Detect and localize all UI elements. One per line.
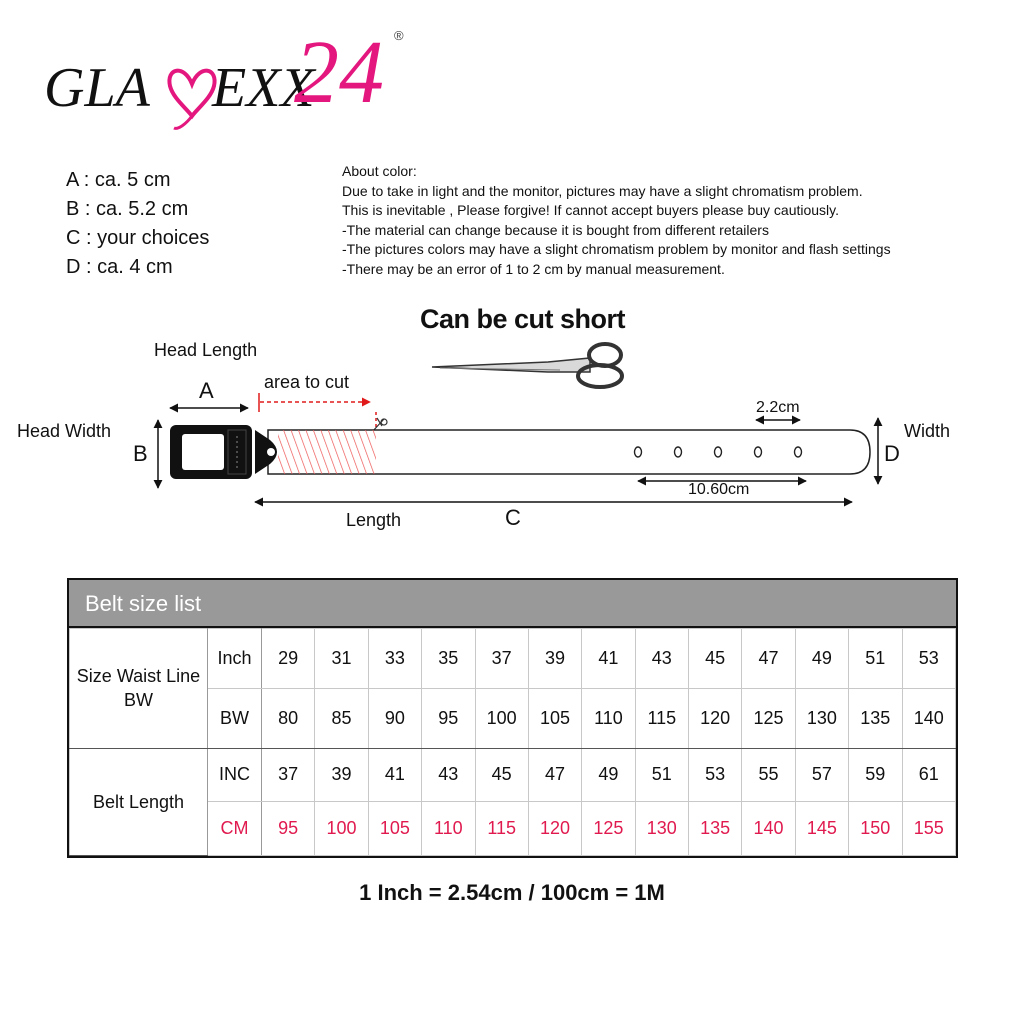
table-cell: 47 [742,629,795,689]
table-cell: 37 [475,629,528,689]
about-line: Due to take in light and the monitor, pictures may have a slight chromatism problem. [342,182,863,199]
about-line: -The pictures colors may have a slight chromatism problem by monitor and flash settings [342,241,891,257]
spec-d: D : ca. 4 cm [66,256,173,278]
table-cell: 53 [689,748,742,802]
spec-c: C : your choices [66,227,210,249]
table-cell: 110 [422,802,475,856]
table-title: Belt size list [69,580,956,628]
table-cell: 105 [368,802,421,856]
table-cell: 37 [262,748,315,802]
cut-title: Can be cut short [420,304,626,334]
logo-text-gla: GLA [44,57,150,119]
table-cell: 51 [635,748,688,802]
row-unit-label: INC [208,748,262,802]
table-cell: 95 [422,688,475,748]
table-cell: 47 [528,748,581,802]
belt-hole [715,447,722,457]
table-cell: 80 [262,688,315,748]
letter-a: A [199,378,214,403]
table-row [70,629,956,689]
table-cell: 130 [635,802,688,856]
table-cell: 45 [689,629,742,689]
table-cell: 125 [742,688,795,748]
table-cell: 51 [849,629,902,689]
registered-mark: ® [394,28,404,43]
letter-d: D [884,441,900,466]
table-cell: 53 [902,629,956,689]
table-cell: 29 [262,629,315,689]
table-cell: 43 [635,629,688,689]
letter-c: C [505,505,521,530]
belt-hole [755,447,762,457]
spec-b: B : ca. 5.2 cm [66,198,189,220]
table-cell: 59 [849,748,902,802]
table-cell: 120 [689,688,742,748]
table-cell: 130 [795,688,848,748]
area-to-cut-label: area to cut [264,372,350,392]
table-cell: 120 [528,802,581,856]
table-row [70,748,956,802]
group-belt-length: Belt Length [70,748,208,855]
table-cell: 43 [422,748,475,802]
table-cell: 115 [635,688,688,748]
table-cell: 39 [315,748,368,802]
holes-span-label: 10.60cm [688,481,750,498]
belt-hole [635,447,642,457]
table-cell: 41 [368,748,421,802]
about-line: This is inevitable , Please forgive! If cannot accept buyers please buy cautiously. [342,202,840,218]
table-cell: 55 [742,748,795,802]
table-cell: 100 [475,688,528,748]
table-cell: 39 [528,629,581,689]
table-cell: 41 [582,629,635,689]
spec-a: A : ca. 5 cm [66,169,171,191]
logo-number: 24 [294,23,384,122]
table-cell: 57 [795,748,848,802]
about-title: About color: [342,163,417,179]
table-cell: 140 [742,802,795,856]
row-unit-label: BW [208,688,262,748]
table-cell: 49 [795,629,848,689]
table-cell: 135 [689,802,742,856]
about-line: -The material can change because it is bought from different retailers [342,221,769,238]
row-unit-label: Inch [208,629,262,689]
size-grid [69,628,956,856]
width-label: Width [904,421,951,441]
group-size-waist-line: Size Waist Line BW [70,629,208,749]
length-label: Length [346,510,402,530]
table-cell: 33 [368,629,421,689]
table-cell: 115 [475,802,528,856]
table-cell: 61 [902,748,956,802]
belt-hole [795,447,802,457]
hole-spacing-label: 2.2cm [756,399,800,416]
belt-buckle [170,425,252,479]
table-cell: 100 [315,802,368,856]
logo-text-exx: EXX [212,57,315,119]
table-cell: 35 [422,629,475,689]
table-cell: 140 [902,688,956,748]
table-cell: 125 [582,802,635,856]
belt-size-table [67,578,958,858]
conversion-note: 1 Inch = 2.54cm / 100cm = 1M [359,880,665,905]
table-cell: 45 [475,748,528,802]
table-cell: 135 [849,688,902,748]
scissors-icon [432,344,622,387]
head-length-label: Head Length [154,340,258,360]
table-cell: 95 [262,802,315,856]
about-line: -There may be an error of 1 to 2 cm by manual measurement. [342,260,725,277]
table-cell: 85 [315,688,368,748]
row-unit-label: CM [208,802,262,856]
table-cell: 31 [315,629,368,689]
table-cell: 49 [582,748,635,802]
head-width-label: Head Width [17,421,112,441]
table-cell: 145 [795,802,848,856]
table-cell: 150 [849,802,902,856]
table-cell: 155 [902,802,956,856]
belt-hole [675,447,682,457]
table-cell: 110 [582,688,635,748]
table-cell: 90 [368,688,421,748]
table-cell: 105 [528,688,581,748]
letter-b: B [133,441,148,466]
